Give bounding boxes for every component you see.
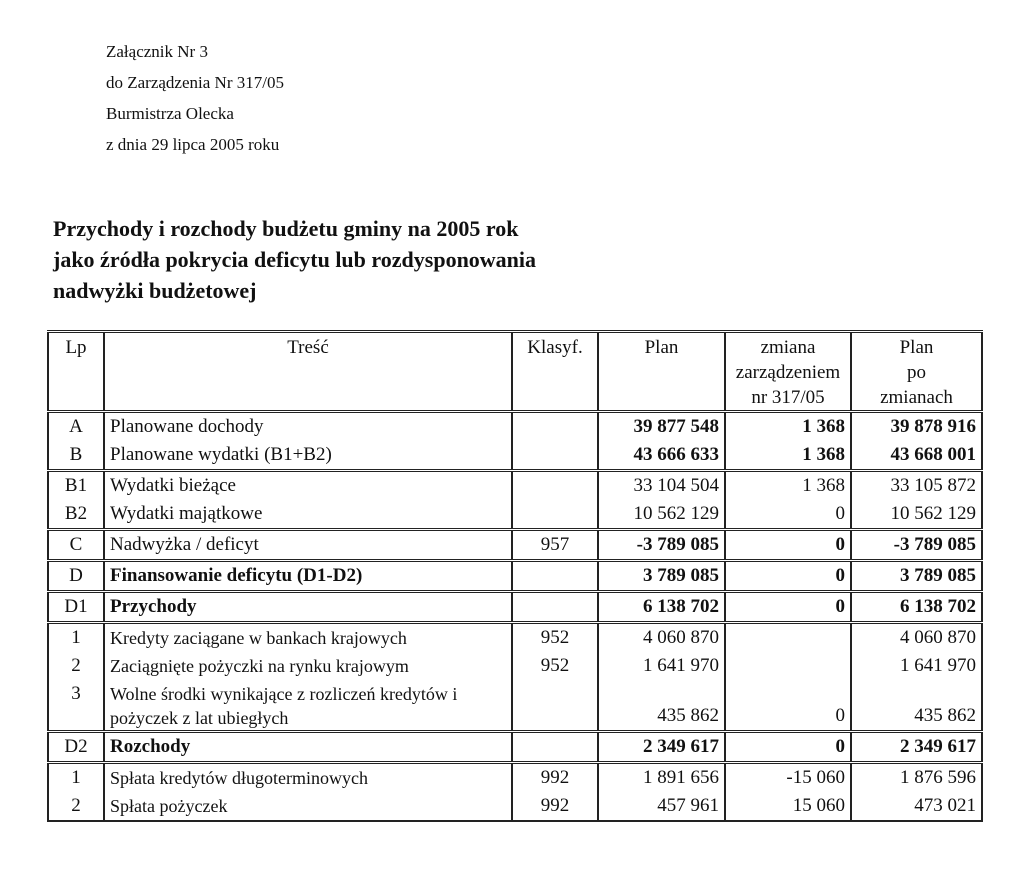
cell-zmiana: 0 — [725, 732, 851, 763]
col-header-zmiana — [725, 332, 851, 412]
cell-lp: C — [48, 530, 104, 561]
cell-plan: 1 891 656 — [598, 763, 725, 793]
cell-plan-po: -3 789 085 — [851, 530, 982, 561]
cell-tresc: Nadwyżka / deficyt — [104, 530, 512, 561]
cell-plan: 39 877 548 — [598, 412, 725, 442]
header-line-1: Załącznik Nr 3 — [106, 42, 208, 61]
cell-tresc: Wydatki bieżące — [104, 471, 512, 501]
cell-plan: 43 666 633 — [598, 441, 725, 471]
cell-lp: A — [48, 412, 104, 442]
cell-lp: 1 — [48, 623, 104, 653]
col-header-lp: Lp — [48, 332, 104, 412]
zmiana-line-2: zarządzeniem — [735, 362, 841, 383]
cell-lp: B — [48, 441, 104, 471]
table-row — [48, 500, 982, 530]
title-line-2: jako źródła pokrycia deficytu lub rozdysponowania — [53, 247, 537, 272]
header-line-2: do Zarządzenia Nr 317/05 — [106, 73, 284, 92]
cell-tresc: Rozchody — [104, 732, 512, 763]
cell-plan-po: 473 021 — [851, 792, 982, 821]
document-title — [53, 213, 536, 306]
cell-lp: D2 — [48, 732, 104, 763]
cell-plan-po: 2 349 617 — [851, 732, 982, 763]
table-row — [48, 530, 982, 561]
header-line-3: Burmistrza Olecka — [106, 104, 234, 123]
cell-tresc: Finansowanie deficytu (D1-D2) — [104, 561, 512, 592]
cell-zmiana: 0 — [725, 680, 851, 732]
cell-klasyf — [512, 500, 598, 530]
cell-lp: 2 — [48, 652, 104, 680]
cell-klasyf — [512, 441, 598, 471]
plan-po-line-1: Plan — [899, 337, 934, 358]
cell-klasyf: 952 — [512, 623, 598, 653]
cell-plan-po: 4 060 870 — [851, 623, 982, 653]
cell-plan-po: 33 105 872 — [851, 471, 982, 501]
cell-lp: D — [48, 561, 104, 592]
cell-klasyf — [512, 732, 598, 763]
attachment-header — [106, 36, 284, 160]
cell-plan: 6 138 702 — [598, 592, 725, 623]
cell-plan: 33 104 504 — [598, 471, 725, 501]
cell-plan: 10 562 129 — [598, 500, 725, 530]
cell-lp: 3 — [48, 680, 104, 732]
cell-zmiana: 15 060 — [725, 792, 851, 821]
cell-plan-po: 3 789 085 — [851, 561, 982, 592]
table-row — [48, 792, 982, 821]
plan-po-line-3: zmianach — [880, 387, 953, 408]
cell-plan-po: 43 668 001 — [851, 441, 982, 471]
cell-klasyf — [512, 592, 598, 623]
table-header-row — [48, 332, 982, 412]
cell-plan-po: 39 878 916 — [851, 412, 982, 442]
zmiana-line-3: nr 317/05 — [751, 387, 825, 408]
table-row — [48, 561, 982, 592]
cell-klasyf — [512, 412, 598, 442]
table-row — [48, 592, 982, 623]
table-row — [48, 763, 982, 793]
cell-plan: 457 961 — [598, 792, 725, 821]
cell-klasyf: 957 — [512, 530, 598, 561]
cell-zmiana: 0 — [725, 530, 851, 561]
cell-plan: 2 349 617 — [598, 732, 725, 763]
cell-tresc: Spłata pożyczek — [104, 792, 512, 821]
cell-klasyf: 992 — [512, 763, 598, 793]
cell-zmiana — [725, 652, 851, 680]
cell-zmiana — [725, 623, 851, 653]
cell-klasyf: 992 — [512, 792, 598, 821]
cell-zmiana: 0 — [725, 592, 851, 623]
zmiana-line-1: zmiana — [760, 337, 816, 358]
cell-tresc: Spłata kredytów długoterminowych — [104, 763, 512, 793]
cell-lp: B1 — [48, 471, 104, 501]
title-line-1: Przychody i rozchody budżetu gminy na 2005 rok — [53, 216, 519, 241]
table-row — [48, 652, 982, 680]
cell-klasyf — [512, 561, 598, 592]
table-row — [48, 732, 982, 763]
cell-klasyf — [512, 680, 598, 732]
cell-plan: 3 789 085 — [598, 561, 725, 592]
cell-tresc: Wydatki majątkowe — [104, 500, 512, 530]
cell-zmiana: 1 368 — [725, 441, 851, 471]
cell-plan-po: 1 641 970 — [851, 652, 982, 680]
cell-klasyf — [512, 471, 598, 501]
table-row — [48, 680, 982, 732]
cell-plan-po: 435 862 — [851, 680, 982, 732]
cell-zmiana: 0 — [725, 500, 851, 530]
cell-zmiana: -15 060 — [725, 763, 851, 793]
cell-lp: D1 — [48, 592, 104, 623]
cell-tresc: Zaciągnięte pożyczki na rynku krajowym — [104, 652, 512, 680]
cell-tresc: Planowane dochody — [104, 412, 512, 442]
cell-lp: 2 — [48, 792, 104, 821]
cell-plan: 4 060 870 — [598, 623, 725, 653]
title-line-3: nadwyżki budżetowej — [53, 278, 257, 303]
cell-lp: 1 — [48, 763, 104, 793]
table-row — [48, 441, 982, 471]
col-header-plan: Plan — [598, 332, 725, 412]
cell-tresc: Planowane wydatki (B1+B2) — [104, 441, 512, 471]
cell-tresc: Przychody — [104, 592, 512, 623]
header-line-4: z dnia 29 lipca 2005 roku — [106, 135, 280, 154]
budget-table — [47, 330, 983, 822]
cell-plan-po: 6 138 702 — [851, 592, 982, 623]
cell-tresc: Wolne środki wynikające z rozliczeń kredytów i pożyczek z lat ubiegłych — [104, 680, 512, 732]
table-row — [48, 471, 982, 501]
col-header-klasyf: Klasyf. — [512, 332, 598, 412]
cell-zmiana: 1 368 — [725, 471, 851, 501]
cell-zmiana: 1 368 — [725, 412, 851, 442]
cell-zmiana: 0 — [725, 561, 851, 592]
cell-tresc: Kredyty zaciągane w bankach krajowych — [104, 623, 512, 653]
cell-plan: 435 862 — [598, 680, 725, 732]
table-row — [48, 412, 982, 442]
cell-lp: B2 — [48, 500, 104, 530]
cell-plan: 1 641 970 — [598, 652, 725, 680]
col-header-plan-po-zmianach — [851, 332, 982, 412]
cell-plan-po: 10 562 129 — [851, 500, 982, 530]
cell-plan: -3 789 085 — [598, 530, 725, 561]
cell-plan-po: 1 876 596 — [851, 763, 982, 793]
cell-klasyf: 952 — [512, 652, 598, 680]
plan-po-line-2: po — [907, 362, 926, 383]
table-row — [48, 623, 982, 653]
col-header-tresc: Treść — [104, 332, 512, 412]
